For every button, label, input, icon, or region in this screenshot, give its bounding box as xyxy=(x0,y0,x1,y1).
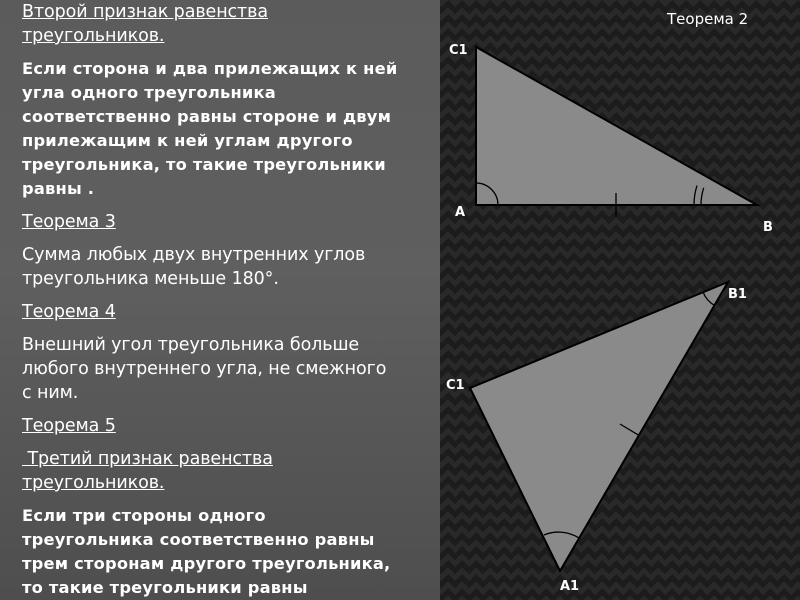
vertex-a-label: A xyxy=(455,205,466,220)
theorem3-body-line-1: Сумма любых двух внутренних углов xyxy=(22,245,366,265)
theorem4-body-line-1: Внешний угол треугольника больше xyxy=(22,335,360,355)
second-sign-body-line-6: равны . xyxy=(22,179,95,198)
second-sign-body-line-4: прилежащим к ней углам другого xyxy=(22,131,353,150)
third-sign-body-line-2: треугольника соответственно равны xyxy=(22,530,375,549)
vertex-b1-label: B1 xyxy=(728,287,747,302)
triangle-c1b1a1-shape xyxy=(470,282,728,571)
vertex-c1-label-2: C1 xyxy=(446,378,465,393)
triangle-acb-shape xyxy=(476,47,757,205)
theorem5-title: Теорема 5 xyxy=(22,416,116,436)
second-sign-body-line-3: соответственно равны стороне и двум xyxy=(22,107,392,126)
theorem4-body-line-3: с ним. xyxy=(22,383,79,403)
slide-label: Теорема 2 xyxy=(667,10,749,28)
triangle-acb xyxy=(449,43,773,235)
triangle-c1b1a1 xyxy=(446,282,747,594)
third-sign-title-line-2: треугольников. xyxy=(22,473,165,493)
second-sign-body-line-2: угла одного треугольника xyxy=(22,83,276,102)
vertex-b-label: B xyxy=(763,220,773,235)
theorem3-body-line-2: треугольника меньше 180°. xyxy=(22,269,279,289)
vertex-a1-label: A1 xyxy=(560,579,580,594)
third-sign-body-line-4: то такие треугольники равны xyxy=(22,578,308,597)
third-sign-body-line-1: Если три стороны одного xyxy=(22,506,266,525)
third-sign-title-line-1: Третий признак равенства xyxy=(22,449,273,469)
vertex-c1-label: C1 xyxy=(449,43,468,58)
second-sign-title-line-2: треугольников. xyxy=(22,26,165,46)
theorem4-title: Теорема 4 xyxy=(22,302,116,322)
second-sign-title-line-1: Второй признак равенства xyxy=(22,2,268,22)
theorem4-body-line-2: любого внутреннего угла, не смежного xyxy=(22,359,387,379)
theorem3-title: Теорема 3 xyxy=(22,212,116,232)
third-sign-body-line-3: трем сторонам другого треугольника, xyxy=(22,554,391,573)
second-sign-body-line-5: треугольника, то такие треугольники xyxy=(22,155,386,174)
second-sign-body-line-1: Если сторона и два прилежащих к ней xyxy=(22,59,398,78)
